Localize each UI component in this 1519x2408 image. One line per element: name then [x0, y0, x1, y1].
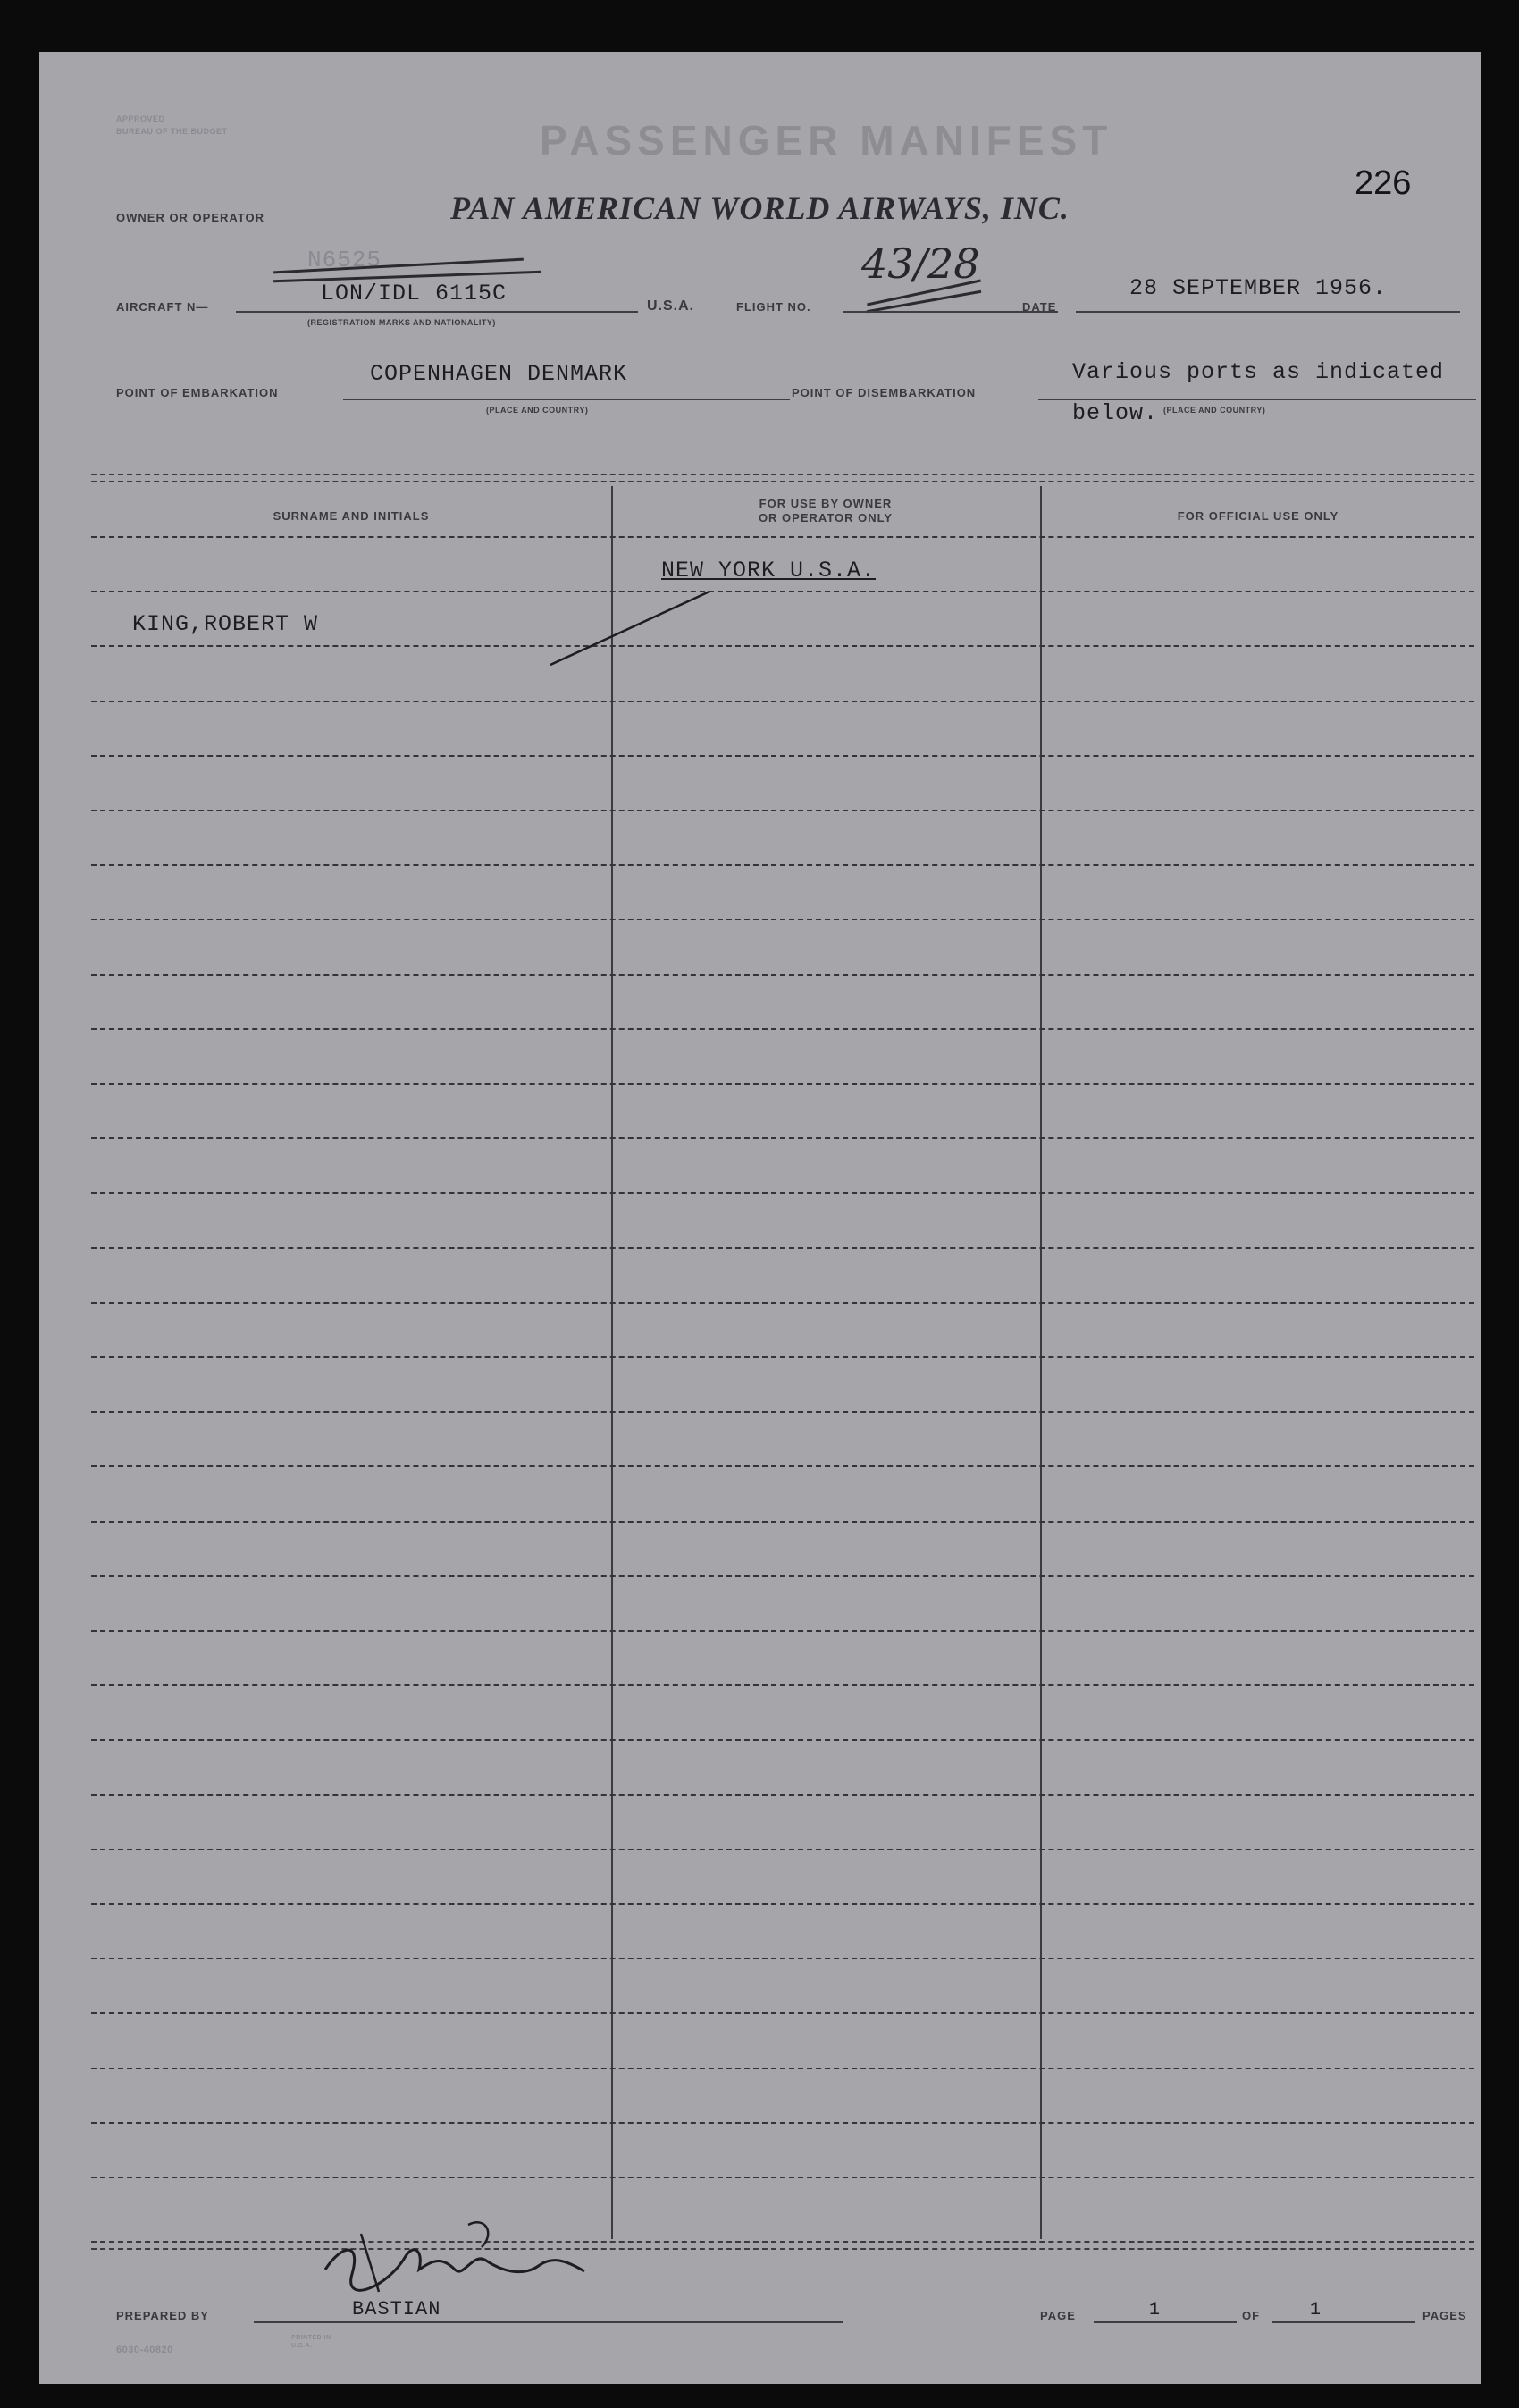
- column-divider-2: [1040, 486, 1042, 2239]
- col-header-owner-line-2: OR OPERATOR ONLY: [758, 511, 894, 524]
- disembark-sublabel: (PLACE AND COUNTRY): [1163, 406, 1266, 415]
- aircraft-label: AIRCRAFT N—: [116, 300, 209, 314]
- row-rule: [91, 591, 1474, 592]
- passenger-name: KING,ROBERT W: [132, 611, 319, 637]
- row-rule: [91, 1356, 1474, 1358]
- owner-value: PAN AMERICAN WORLD AIRWAYS, INC.: [450, 190, 1070, 226]
- row-rule: [91, 1958, 1474, 1959]
- row-rule: [91, 1739, 1474, 1741]
- embark-value: COPENHAGEN DENMARK: [370, 361, 628, 387]
- aircraft-sublabel: (REGISTRATION MARKS AND NATIONALITY): [307, 318, 496, 327]
- row-rule: [91, 1684, 1474, 1686]
- row-rule: [91, 1247, 1474, 1249]
- disembark-label: POINT OF DISEMBARKATION: [792, 386, 977, 399]
- row-rule: [91, 2177, 1474, 2178]
- form-code: 6030-40820: [116, 2345, 173, 2355]
- embark-label: POINT OF EMBARKATION: [116, 386, 279, 399]
- row-rule: [91, 864, 1474, 866]
- table-top-rule-2: [91, 481, 1474, 482]
- row-rule: [91, 1521, 1474, 1523]
- aircraft-underline: [236, 311, 638, 313]
- row-rule: [91, 810, 1474, 811]
- row-rule: [91, 1302, 1474, 1304]
- of-value: 1: [1310, 2300, 1322, 2320]
- date-underline: [1076, 311, 1460, 313]
- row-rule: [91, 974, 1474, 976]
- page-label: PAGE: [1040, 2309, 1076, 2322]
- row-rule: [91, 1630, 1474, 1632]
- row-rule: [91, 1083, 1474, 1085]
- aircraft-value: LON/IDL 6115C: [321, 281, 508, 306]
- row-rule: [91, 1903, 1474, 1905]
- row-rule: [91, 1794, 1474, 1796]
- disembark-line-2: below.: [1072, 400, 1159, 426]
- row-rule: [91, 1192, 1474, 1194]
- destination-note: NEW YORK U.S.A.: [661, 558, 877, 583]
- row-rule: [91, 1465, 1474, 1467]
- column-divider-1: [611, 486, 613, 2239]
- embark-underline: [343, 399, 790, 400]
- row-rule: [91, 1028, 1474, 1030]
- disembark-line-1: Various ports as indicated: [1072, 359, 1445, 385]
- prepared-name: BASTIAN: [352, 2298, 441, 2320]
- row-rule: [91, 1575, 1474, 1577]
- row-rule: [91, 1137, 1474, 1139]
- signature-text: Bastian: [415, 2291, 456, 2303]
- of-underline: [1272, 2321, 1415, 2323]
- row-rule: [91, 919, 1474, 920]
- row-rule: [91, 2068, 1474, 2069]
- col-header-surname: SURNAME AND INITIALS: [273, 509, 430, 523]
- prepared-label: PREPARED BY: [116, 2309, 209, 2322]
- row-rule: [91, 1849, 1474, 1850]
- page-title: PASSENGER MANIFEST: [540, 117, 1113, 164]
- manifest-sheet: [39, 52, 1481, 2384]
- nationality-value: U.S.A.: [647, 298, 695, 314]
- pages-label: PAGES: [1422, 2309, 1467, 2322]
- aircraft-struck-value: N6525: [307, 247, 382, 273]
- col-header-owner-line-1: FOR USE BY OWNER: [759, 497, 893, 510]
- approval-line-2: BUREAU OF THE BUDGET: [116, 127, 228, 136]
- owner-label: OWNER OR OPERATOR: [116, 211, 265, 224]
- row-rule: [91, 645, 1474, 647]
- row-rule: [91, 1411, 1474, 1413]
- approval-line-1: APPROVED: [116, 114, 165, 123]
- page-underline: [1094, 2321, 1237, 2323]
- embark-sublabel: (PLACE AND COUNTRY): [486, 406, 589, 415]
- destination-pointer-line: [540, 579, 736, 677]
- page-value: 1: [1149, 2300, 1162, 2320]
- signature-mark: [307, 2207, 602, 2305]
- table-bottom-rule: [91, 2241, 1474, 2243]
- col-header-official: FOR OFFICIAL USE ONLY: [1177, 509, 1339, 523]
- of-label: OF: [1242, 2309, 1261, 2322]
- printed-note: PRINTED IN U.S.A.: [291, 2335, 331, 2349]
- row-rule: [91, 701, 1474, 702]
- table-top-rule: [91, 474, 1474, 475]
- row-rule: [91, 536, 1474, 538]
- page-number: 226: [1355, 164, 1412, 202]
- row-rule: [91, 2122, 1474, 2124]
- row-rule: [91, 2012, 1474, 2014]
- date-label: DATE: [1022, 300, 1057, 314]
- flight-handwritten: 43/28: [861, 239, 980, 288]
- date-value: 28 SEPTEMBER 1956.: [1129, 275, 1388, 301]
- flight-label: FLIGHT NO.: [736, 300, 811, 314]
- row-rule: [91, 755, 1474, 757]
- table-bottom-rule-2: [91, 2248, 1474, 2250]
- prepared-underline: [254, 2321, 843, 2323]
